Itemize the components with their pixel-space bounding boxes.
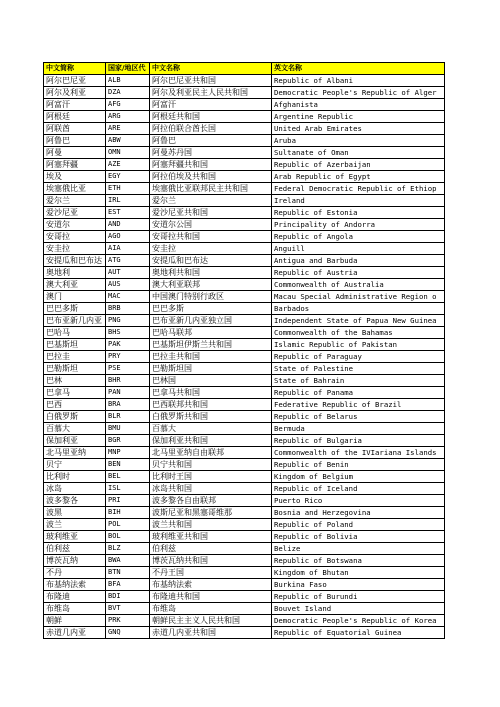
cell-chinese-name[interactable]: 北马里亚纳自由联邦 <box>150 447 272 459</box>
table-row <box>44 183 445 195</box>
cell-english-name[interactable]: Islamic Republic of Pakistan <box>272 339 445 351</box>
cell-english-name[interactable]: Republic of Azerbaijan <box>272 159 445 171</box>
table-row <box>44 207 445 219</box>
table-row <box>44 567 445 579</box>
cell-chinese-name[interactable]: 博茨瓦纳共和国 <box>150 555 272 567</box>
cell-chinese-name[interactable]: 阿拉伯联合酋长国 <box>150 123 272 135</box>
cell-english-name[interactable]: Aruba <box>272 135 445 147</box>
cell-chinese-name[interactable]: 阿尔巴尼亚共和国 <box>150 75 272 87</box>
cell-short-name[interactable]: 澳大利亚 <box>44 279 106 291</box>
table-row <box>44 75 445 87</box>
cell-short-name[interactable]: 巴布亚新几内亚 <box>44 315 106 327</box>
cell-english-name[interactable]: Kingdom of Bhutan <box>272 567 445 579</box>
cell-english-name[interactable]: Anguill <box>272 243 445 255</box>
cell-code[interactable]: PRK <box>106 615 150 627</box>
cell-chinese-name[interactable]: 奥地利共和国 <box>150 267 272 279</box>
cell-english-name[interactable]: Ireland <box>272 195 445 207</box>
cell-chinese-name[interactable]: 安提瓜和巴布达 <box>150 255 272 267</box>
table-row <box>44 459 445 471</box>
table-row <box>44 279 445 291</box>
cell-code[interactable]: MAC <box>106 291 150 303</box>
cell-short-name[interactable]: 澳门 <box>44 291 106 303</box>
table-row <box>44 399 445 411</box>
cell-chinese-name[interactable]: 玻利维亚共和国 <box>150 531 272 543</box>
cell-short-name[interactable]: 波黑 <box>44 507 106 519</box>
cell-code[interactable]: PRI <box>106 495 150 507</box>
cell-english-name[interactable]: Puerto Rico <box>272 495 445 507</box>
cell-english-name[interactable]: Republic of Poland <box>272 519 445 531</box>
cell-english-name[interactable]: Arab Republic of Egypt <box>272 171 445 183</box>
cell-english-name[interactable]: Republic of Botswana <box>272 555 445 567</box>
cell-chinese-name[interactable]: 中国澳门特别行政区 <box>150 291 272 303</box>
table-row <box>44 123 445 135</box>
cell-short-name[interactable]: 阿塞拜疆 <box>44 159 106 171</box>
cell-short-name[interactable]: 阿富汗 <box>44 99 106 111</box>
cell-short-name[interactable]: 阿尔及利亚 <box>44 87 106 99</box>
cell-english-name[interactable]: Democratic People's Republic of Alger <box>272 87 445 99</box>
cell-code[interactable]: EGY <box>106 171 150 183</box>
header-code[interactable]: 国家/地区代 <box>106 63 150 75</box>
table-row <box>44 111 445 123</box>
table-row <box>44 483 445 495</box>
cell-code[interactable]: BLZ <box>106 543 150 555</box>
cell-code[interactable]: PSE <box>106 363 150 375</box>
cell-code[interactable]: BFA <box>106 579 150 591</box>
cell-short-name[interactable]: 巴拉圭 <box>44 351 106 363</box>
cell-english-name[interactable]: Bermuda <box>272 423 445 435</box>
cell-short-name[interactable]: 巴基斯坦 <box>44 339 106 351</box>
cell-code[interactable]: BLR <box>106 411 150 423</box>
cell-english-name[interactable]: Federative Republic of Brazil <box>272 399 445 411</box>
cell-english-name[interactable]: Bosnia and Herzegovina <box>272 507 445 519</box>
cell-code[interactable]: ATG <box>106 255 150 267</box>
cell-chinese-name[interactable]: 布隆迪共和国 <box>150 591 272 603</box>
cell-english-name[interactable]: Republic of Paraguay <box>272 351 445 363</box>
cell-chinese-name[interactable]: 阿根廷共和国 <box>150 111 272 123</box>
cell-short-name[interactable]: 巴巴多斯 <box>44 303 106 315</box>
table-row <box>44 303 445 315</box>
cell-short-name[interactable]: 巴拿马 <box>44 387 106 399</box>
cell-chinese-name[interactable]: 冰岛共和国 <box>150 483 272 495</box>
cell-english-name[interactable]: Republic of Panama <box>272 387 445 399</box>
table-row <box>44 171 445 183</box>
cell-short-name[interactable]: 安道尔 <box>44 219 106 231</box>
cell-short-name[interactable]: 阿根廷 <box>44 111 106 123</box>
cell-english-name[interactable]: Bouvet Island <box>272 603 445 615</box>
cell-short-name[interactable]: 冰岛 <box>44 483 106 495</box>
cell-short-name[interactable]: 布维岛 <box>44 603 106 615</box>
cell-short-name[interactable]: 奥地利 <box>44 267 106 279</box>
cell-chinese-name[interactable]: 阿尔及利亚民主人民共和国 <box>150 87 272 99</box>
table-row <box>44 375 445 387</box>
cell-english-name[interactable]: Republic of Iceland <box>272 483 445 495</box>
cell-short-name[interactable]: 比利时 <box>44 471 106 483</box>
table-row <box>44 363 445 375</box>
cell-short-name[interactable]: 埃塞俄比亚 <box>44 183 106 195</box>
cell-code[interactable]: AFG <box>106 99 150 111</box>
cell-english-name[interactable]: Principality of Andorra <box>272 219 445 231</box>
cell-chinese-name[interactable]: 安哥拉共和国 <box>150 231 272 243</box>
cell-chinese-name[interactable]: 安圭拉 <box>150 243 272 255</box>
country-code-table <box>43 62 445 639</box>
cell-english-name[interactable]: State of Bahrain <box>272 375 445 387</box>
cell-code[interactable]: POL <box>106 519 150 531</box>
cell-english-name[interactable]: Sultanate of Oman <box>272 147 445 159</box>
cell-english-name[interactable]: Kingdom of Belgium <box>272 471 445 483</box>
table-row <box>44 87 445 99</box>
cell-english-name[interactable]: Barbados <box>272 303 445 315</box>
cell-short-name[interactable]: 阿尔巴尼亚 <box>44 75 106 87</box>
cell-english-name[interactable]: Republic of Albani <box>272 75 445 87</box>
cell-code[interactable]: BEL <box>106 471 150 483</box>
cell-code[interactable]: EST <box>106 207 150 219</box>
cell-code[interactable]: AIA <box>106 243 150 255</box>
table-row <box>44 531 445 543</box>
cell-short-name[interactable]: 巴林 <box>44 375 106 387</box>
cell-chinese-name[interactable]: 爱沙尼亚共和国 <box>150 207 272 219</box>
cell-chinese-name[interactable]: 巴西联邦共和国 <box>150 399 272 411</box>
cell-short-name[interactable]: 爱沙尼亚 <box>44 207 106 219</box>
cell-chinese-name[interactable]: 白俄罗斯共和国 <box>150 411 272 423</box>
cell-short-name[interactable]: 贝宁 <box>44 459 106 471</box>
cell-code[interactable]: BOL <box>106 531 150 543</box>
cell-short-name[interactable]: 安提瓜和巴布达 <box>44 255 106 267</box>
cell-code[interactable]: PNG <box>106 315 150 327</box>
cell-code[interactable]: BVT <box>106 603 150 615</box>
cell-code[interactable]: OMN <box>106 147 150 159</box>
table-row <box>44 411 445 423</box>
cell-short-name[interactable]: 朝鲜 <box>44 615 106 627</box>
cell-code[interactable]: BEN <box>106 459 150 471</box>
cell-chinese-name[interactable]: 波斯尼亚和黑塞哥维那 <box>150 507 272 519</box>
cell-chinese-name[interactable]: 阿富汗 <box>150 99 272 111</box>
table-row <box>44 147 445 159</box>
cell-short-name[interactable]: 安圭拉 <box>44 243 106 255</box>
table-row <box>44 387 445 399</box>
cell-english-name[interactable]: Afghanista <box>272 99 445 111</box>
cell-short-name[interactable]: 安哥拉 <box>44 231 106 243</box>
cell-chinese-name[interactable]: 巴林国 <box>150 375 272 387</box>
cell-chinese-name[interactable]: 阿塞拜疆共和国 <box>150 159 272 171</box>
cell-code[interactable]: ARE <box>106 123 150 135</box>
cell-english-name[interactable]: Republic of Burundi <box>272 591 445 603</box>
table-row <box>44 339 445 351</box>
cell-short-name[interactable]: 波多黎各 <box>44 495 106 507</box>
cell-english-name[interactable]: Commonwealth of the Bahamas <box>272 327 445 339</box>
cell-chinese-name[interactable]: 阿拉伯埃及共和国 <box>150 171 272 183</box>
table-row <box>44 219 445 231</box>
cell-code[interactable]: BRB <box>106 303 150 315</box>
table-row <box>44 231 445 243</box>
cell-english-name[interactable]: Burkina Faso <box>272 579 445 591</box>
cell-code[interactable]: ISL <box>106 483 150 495</box>
cell-chinese-name[interactable]: 巴勒斯坦国 <box>150 363 272 375</box>
cell-code[interactable]: BHR <box>106 375 150 387</box>
cell-chinese-name[interactable]: 赤道几内亚共和国 <box>150 627 272 639</box>
cell-english-name[interactable]: State of Palestine <box>272 363 445 375</box>
cell-code[interactable]: PAN <box>106 387 150 399</box>
cell-short-name[interactable]: 赤道几内亚 <box>44 627 106 639</box>
cell-short-name[interactable]: 巴哈马 <box>44 327 106 339</box>
table-row <box>44 435 445 447</box>
cell-chinese-name[interactable]: 巴基斯坦伊斯兰共和国 <box>150 339 272 351</box>
table-row <box>44 267 445 279</box>
cell-code[interactable]: BHS <box>106 327 150 339</box>
cell-english-name[interactable]: Macau Special Administrative Region o <box>272 291 445 303</box>
cell-chinese-name[interactable]: 波兰共和国 <box>150 519 272 531</box>
cell-short-name[interactable]: 布隆迪 <box>44 591 106 603</box>
cell-code[interactable]: AZE <box>106 159 150 171</box>
cell-english-name[interactable]: Republic of Equatorial Guinea <box>272 627 445 639</box>
cell-chinese-name[interactable]: 安道尔公国 <box>150 219 272 231</box>
table-row <box>44 243 445 255</box>
table-row <box>44 135 445 147</box>
cell-chinese-name[interactable]: 朝鲜民主主义人民共和国 <box>150 615 272 627</box>
cell-chinese-name[interactable]: 阿曼苏丹国 <box>150 147 272 159</box>
cell-chinese-name[interactable]: 巴哈马联邦 <box>150 327 272 339</box>
table-row <box>44 555 445 567</box>
cell-short-name[interactable]: 巴勒斯坦 <box>44 363 106 375</box>
cell-chinese-name[interactable]: 不丹王国 <box>150 567 272 579</box>
header-chinese-name[interactable]: 中文名称 <box>150 63 272 75</box>
cell-short-name[interactable]: 北马里亚纳 <box>44 447 106 459</box>
cell-chinese-name[interactable]: 伯利兹 <box>150 543 272 555</box>
table-row <box>44 255 445 267</box>
header-row <box>44 63 445 75</box>
cell-chinese-name[interactable]: 巴巴多斯 <box>150 303 272 315</box>
table-row <box>44 291 445 303</box>
table-row <box>44 471 445 483</box>
cell-english-name[interactable]: Republic of Bulgaria <box>272 435 445 447</box>
table-row <box>44 603 445 615</box>
cell-code[interactable]: DZA <box>106 87 150 99</box>
table-row <box>44 519 445 531</box>
cell-chinese-name[interactable]: 埃塞俄比亚联邦民主共和国 <box>150 183 272 195</box>
table-row <box>44 99 445 111</box>
cell-english-name[interactable]: Belize <box>272 543 445 555</box>
cell-short-name[interactable]: 白俄罗斯 <box>44 411 106 423</box>
cell-code[interactable]: ABW <box>106 135 150 147</box>
cell-chinese-name[interactable]: 保加利亚共和国 <box>150 435 272 447</box>
cell-code[interactable]: AGO <box>106 231 150 243</box>
cell-english-name[interactable]: United Arab Emirates <box>272 123 445 135</box>
cell-english-name[interactable]: Antigua and Barbuda <box>272 255 445 267</box>
cell-english-name[interactable]: Commonwealth of the IVIariana Islands <box>272 447 445 459</box>
table-row <box>44 159 445 171</box>
cell-code[interactable]: IRL <box>106 195 150 207</box>
cell-code[interactable]: BGR <box>106 435 150 447</box>
table-row <box>44 495 445 507</box>
table-row <box>44 351 445 363</box>
cell-short-name[interactable]: 保加利亚 <box>44 435 106 447</box>
cell-english-name[interactable]: Argentine Republic <box>272 111 445 123</box>
cell-code[interactable]: BMU <box>106 423 150 435</box>
table-row <box>44 507 445 519</box>
cell-english-name[interactable]: Federal Democratic Republic of Ethiop <box>272 183 445 195</box>
cell-chinese-name[interactable]: 爱尔兰 <box>150 195 272 207</box>
table-row <box>44 591 445 603</box>
cell-code[interactable]: BDI <box>106 591 150 603</box>
header-short-name[interactable]: 中文简称 <box>44 63 106 75</box>
cell-chinese-name[interactable]: 澳大利亚联邦 <box>150 279 272 291</box>
cell-chinese-name[interactable]: 布维岛 <box>150 603 272 615</box>
cell-english-name[interactable]: Republic of Belarus <box>272 411 445 423</box>
cell-code[interactable]: BWA <box>106 555 150 567</box>
cell-chinese-name[interactable]: 波多黎各自由联邦 <box>150 495 272 507</box>
cell-short-name[interactable]: 埃及 <box>44 171 106 183</box>
cell-english-name[interactable]: Independent State of Papua New Guinea <box>272 315 445 327</box>
cell-short-name[interactable]: 玻利维亚 <box>44 531 106 543</box>
cell-code[interactable]: BIH <box>106 507 150 519</box>
cell-english-name[interactable]: Republic of Benin <box>272 459 445 471</box>
table-row <box>44 195 445 207</box>
cell-code[interactable]: MNP <box>106 447 150 459</box>
cell-english-name[interactable]: Republic of Austria <box>272 267 445 279</box>
table-row <box>44 543 445 555</box>
cell-short-name[interactable]: 爱尔兰 <box>44 195 106 207</box>
table-row <box>44 627 445 639</box>
cell-english-name[interactable]: Republic of Angola <box>272 231 445 243</box>
cell-short-name[interactable]: 阿曼 <box>44 147 106 159</box>
table-row <box>44 615 445 627</box>
cell-chinese-name[interactable]: 百慕大 <box>150 423 272 435</box>
cell-english-name[interactable]: Republic of Estonia <box>272 207 445 219</box>
cell-code[interactable]: AND <box>106 219 150 231</box>
table-row <box>44 579 445 591</box>
cell-chinese-name[interactable]: 巴拿马共和国 <box>150 387 272 399</box>
cell-short-name[interactable]: 博茨瓦纳 <box>44 555 106 567</box>
cell-code[interactable]: ETH <box>106 183 150 195</box>
cell-chinese-name[interactable]: 布基纳法索 <box>150 579 272 591</box>
cell-code[interactable]: AUT <box>106 267 150 279</box>
cell-short-name[interactable]: 阿联酋 <box>44 123 106 135</box>
cell-english-name[interactable]: Republic of Bolivia <box>272 531 445 543</box>
cell-code[interactable]: AUS <box>106 279 150 291</box>
cell-code[interactable]: ALB <box>106 75 150 87</box>
cell-english-name[interactable]: Democratic People's Republic of Korea <box>272 615 445 627</box>
table-row <box>44 315 445 327</box>
cell-code[interactable]: PRY <box>106 351 150 363</box>
cell-code[interactable]: BTN <box>106 567 150 579</box>
cell-chinese-name[interactable]: 巴拉圭共和国 <box>150 351 272 363</box>
header-english-name[interactable]: 英文名称 <box>272 63 445 75</box>
cell-english-name[interactable]: Commonwealth of Australia <box>272 279 445 291</box>
table-row <box>44 423 445 435</box>
cell-short-name[interactable]: 不丹 <box>44 567 106 579</box>
cell-short-name[interactable]: 波兰 <box>44 519 106 531</box>
cell-code[interactable]: BRA <box>106 399 150 411</box>
table-row <box>44 447 445 459</box>
cell-code[interactable]: PAK <box>106 339 150 351</box>
spreadsheet <box>43 62 444 639</box>
cell-short-name[interactable]: 巴西 <box>44 399 106 411</box>
table-row <box>44 327 445 339</box>
cell-code[interactable]: GNQ <box>106 627 150 639</box>
cell-short-name[interactable]: 伯利兹 <box>44 543 106 555</box>
cell-code[interactable]: ARG <box>106 111 150 123</box>
cell-short-name[interactable]: 阿鲁巴 <box>44 135 106 147</box>
cell-short-name[interactable]: 布基纳法索 <box>44 579 106 591</box>
cell-short-name[interactable]: 百慕大 <box>44 423 106 435</box>
cell-chinese-name[interactable]: 贝宁共和国 <box>150 459 272 471</box>
cell-chinese-name[interactable]: 阿鲁巴 <box>150 135 272 147</box>
cell-chinese-name[interactable]: 比利时王国 <box>150 471 272 483</box>
table-body <box>44 63 445 639</box>
cell-chinese-name[interactable]: 巴布亚新几内亚独立国 <box>150 315 272 327</box>
